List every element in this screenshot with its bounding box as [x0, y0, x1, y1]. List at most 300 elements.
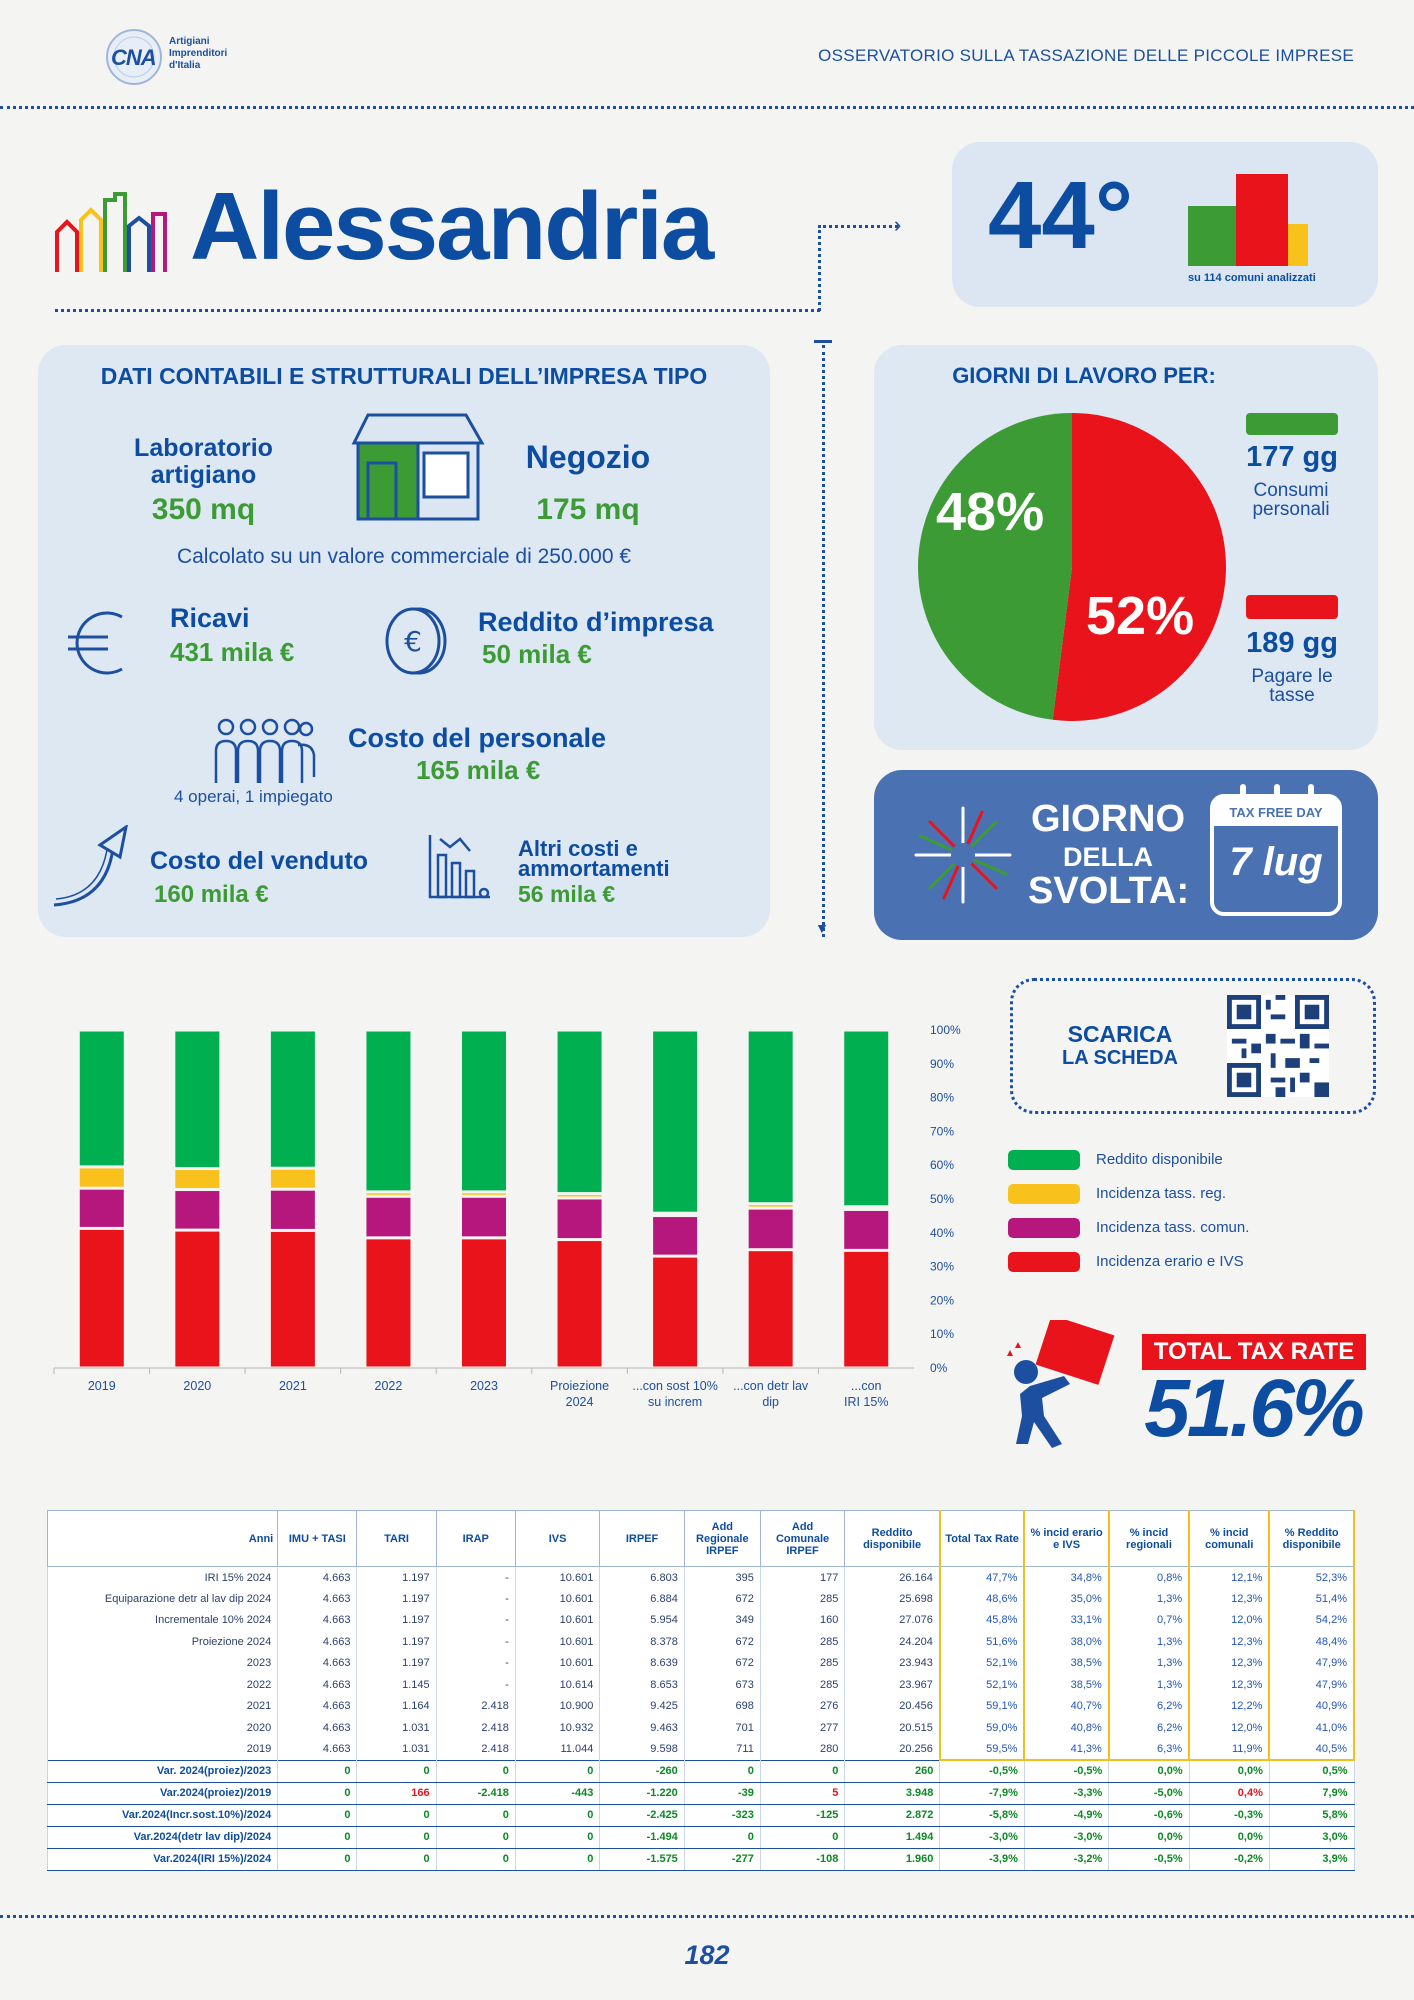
table-cell: 166: [357, 1782, 436, 1804]
workdays-title: GIORNI DI LAVORO PER:: [952, 363, 1216, 388]
table-cell: 277: [760, 1717, 844, 1739]
table-cell: -323: [684, 1804, 760, 1826]
table-cell: 12,3%: [1189, 1588, 1269, 1610]
bar-segment: [558, 1032, 602, 1193]
bar-segment: [271, 1232, 315, 1367]
cogs-arrow-icon: [50, 825, 140, 909]
legend-swatch: [1008, 1150, 1080, 1170]
table-cell: 10.900: [515, 1696, 599, 1718]
table-cell: 52,1%: [940, 1674, 1024, 1696]
table-cell: 1.197: [357, 1631, 436, 1653]
bar-segment: [366, 1198, 410, 1237]
y-tick-label: 50%: [930, 1192, 955, 1206]
shop-label: Negozio: [525, 439, 651, 475]
table-cell: 0: [515, 1804, 599, 1826]
legend-label: Incidenza erario e IVS: [1096, 1253, 1244, 1270]
table-cell: 59,1%: [940, 1696, 1024, 1718]
table-cell: 4.663: [278, 1653, 357, 1675]
table-cell: -: [436, 1567, 515, 1589]
table-cell: -125: [760, 1804, 844, 1826]
table-cell: 10.932: [515, 1717, 599, 1739]
x-tick-label: ...con detr lav dip: [733, 1379, 809, 1409]
table-cell: 38,0%: [1024, 1631, 1108, 1653]
shop-building-icon: [346, 413, 488, 521]
legend-item: [1008, 1250, 1368, 1274]
table-cell: 12,2%: [1189, 1696, 1269, 1718]
divider-cap-top: [814, 340, 832, 343]
revenue-label: Ricavi: [170, 603, 250, 633]
table-cell: 0: [357, 1804, 436, 1826]
staff-value: 165 mila €: [416, 755, 541, 785]
fireworks-icon: [908, 800, 1018, 910]
table-cell: Var.2024(detr lav dip)/2024: [48, 1826, 278, 1848]
euro-coin-icon: [383, 605, 449, 677]
table-cell: 5: [760, 1782, 844, 1804]
table-cell: -3,3%: [1024, 1782, 1108, 1804]
table-header-cell: TARI: [357, 1511, 436, 1567]
table-cell: 672: [684, 1631, 760, 1653]
table-cell: -2.418: [436, 1782, 515, 1804]
ranking-panel: [952, 142, 1378, 307]
chart-legend: [1008, 1148, 1368, 1288]
legend-item: [1008, 1216, 1368, 1240]
table-cell: 701: [684, 1717, 760, 1739]
table-cell: -2.425: [600, 1804, 684, 1826]
other-costs-value: 56 mila €: [518, 881, 616, 907]
city-underline: [55, 309, 820, 312]
tax-free-calendar: [1210, 794, 1342, 916]
bar-segment: [271, 1032, 315, 1167]
table-cell: 1.197: [357, 1653, 436, 1675]
bar-segment: [844, 1252, 888, 1367]
table-cell: 1,3%: [1109, 1653, 1189, 1675]
table-cell: 0,0%: [1189, 1826, 1269, 1848]
value-note: Calcolato su un valore commerciale di 250.000 €: [176, 545, 632, 568]
table-cell: 0: [684, 1826, 760, 1848]
table-cell: 0,0%: [1109, 1826, 1189, 1848]
table-cell: 2.418: [436, 1717, 515, 1739]
euro-icon: [64, 607, 134, 679]
y-tick-label: 0%: [930, 1361, 948, 1375]
table-row: [48, 1739, 1355, 1761]
table-cell: 1.494: [845, 1826, 940, 1848]
x-tick-label: ...con IRI 15%: [843, 1379, 889, 1409]
bar-segment: [175, 1191, 219, 1229]
divider-arrow-icon: ▼: [815, 920, 829, 936]
table-cell: 349: [684, 1610, 760, 1632]
logo-caption: Artigiani Imprenditori d'Italia: [169, 36, 228, 71]
x-tick-label: 2019: [87, 1379, 116, 1393]
table-cell: 6.884: [600, 1588, 684, 1610]
calendar-ring-left: [1240, 784, 1246, 804]
table-cell: -: [436, 1653, 515, 1675]
table-header-cell: % incid regionali: [1109, 1511, 1189, 1567]
x-tick-label: 2023: [470, 1379, 498, 1393]
table-variation-row: [48, 1826, 1355, 1848]
bar-segment: [462, 1198, 506, 1237]
table-cell: 41,3%: [1024, 1739, 1108, 1761]
table-cell: 276: [760, 1696, 844, 1718]
bar-segment: [366, 1239, 410, 1366]
table-cell: 2.418: [436, 1696, 515, 1718]
table-cell: -3,2%: [1024, 1848, 1108, 1870]
table-header-cell: Add Regionale IRPEF: [684, 1511, 760, 1567]
table-cell: 1.197: [357, 1588, 436, 1610]
table-cell: 47,9%: [1269, 1653, 1354, 1675]
table-cell: 0: [357, 1848, 436, 1870]
table-cell: 2.872: [845, 1804, 940, 1826]
table-cell: -0,6%: [1109, 1804, 1189, 1826]
table-cell: 0: [278, 1826, 357, 1848]
table-header-cell: IRAP: [436, 1511, 515, 1567]
x-tick-label: 2020: [183, 1379, 212, 1393]
table-cell: 0: [436, 1848, 515, 1870]
bar-segment: [80, 1032, 124, 1166]
taxfree-line1: GIORNO: [1030, 798, 1186, 840]
bar-segment: [558, 1199, 602, 1238]
table-cell: -5,8%: [940, 1804, 1024, 1826]
table-cell: 0: [436, 1804, 515, 1826]
table-variation-row: [48, 1760, 1355, 1782]
y-tick-label: 40%: [930, 1225, 955, 1240]
table-cell: 3.948: [845, 1782, 940, 1804]
table-cell: 51,6%: [940, 1631, 1024, 1653]
staff-note: 4 operai, 1 impiegato: [174, 787, 333, 806]
table-variation-row: [48, 1782, 1355, 1804]
observatory-title: OSSERVATORIO SULLA TASSAZIONE DELLE PICCOLE IMPRESE: [818, 46, 1354, 65]
taxfree-line3: SVOLTA:: [1028, 870, 1190, 912]
table-cell: 0,0%: [1109, 1760, 1189, 1782]
table-cell: Var.2024(proiez)/2019: [48, 1782, 278, 1804]
table-cell: 10.614: [515, 1674, 599, 1696]
table-header-cell: Anni: [48, 1511, 278, 1567]
legend-label: Reddito disponibile: [1096, 1151, 1223, 1168]
red-swatch: [1246, 595, 1338, 619]
table-cell: -0,5%: [1024, 1760, 1108, 1782]
table-cell: 395: [684, 1567, 760, 1589]
table-cell: -3,9%: [940, 1848, 1024, 1870]
table-cell: -5,0%: [1109, 1782, 1189, 1804]
staff-label: Costo del personale: [348, 723, 607, 753]
table-cell: 6,2%: [1109, 1696, 1189, 1718]
income-label: Reddito d’impresa: [478, 607, 714, 637]
table-cell: 1.960: [845, 1848, 940, 1870]
table-cell: 0: [278, 1760, 357, 1782]
table-cell: -4,9%: [1024, 1804, 1108, 1826]
table-cell: 0: [436, 1760, 515, 1782]
connector-arrow-icon: ›: [894, 212, 902, 237]
table-cell: Incrementale 10% 2024: [48, 1610, 278, 1632]
table-cell: 260: [845, 1760, 940, 1782]
table-row: [48, 1696, 1355, 1718]
table-cell: 38,5%: [1024, 1674, 1108, 1696]
table-cell: -0,3%: [1189, 1804, 1269, 1826]
table-header-cell: % incid comunali: [1189, 1511, 1269, 1567]
table-header-cell: Add Comunale IRPEF: [760, 1511, 844, 1567]
table-cell: 2023: [48, 1653, 278, 1675]
table-cell: -0,5%: [1109, 1848, 1189, 1870]
table-cell: -1.494: [600, 1826, 684, 1848]
footer-divider: [0, 1915, 1414, 1918]
green-days: 177 gg: [1246, 441, 1338, 473]
income-value: 50 mila €: [482, 639, 592, 669]
y-tick-label: 30%: [930, 1259, 955, 1274]
total-tax-label: TOTAL TAX RATE: [1142, 1334, 1366, 1370]
table-cell: 672: [684, 1588, 760, 1610]
table-cell: 2022: [48, 1674, 278, 1696]
total-tax-value: 51.6%: [1144, 1363, 1362, 1454]
table-cell: 0,5%: [1269, 1760, 1354, 1782]
shop-size: 175 mq: [536, 493, 640, 526]
bar-segment: [749, 1032, 793, 1203]
table-cell: 51,4%: [1269, 1588, 1354, 1610]
table-cell: 24.204: [845, 1631, 940, 1653]
table-cell: 2020: [48, 1717, 278, 1739]
ranking-position: 44°: [988, 162, 1134, 269]
cna-logo: [105, 28, 245, 86]
table-cell: 1.197: [357, 1567, 436, 1589]
other-costs-chart-icon: [426, 833, 492, 903]
y-tick-label: 70%: [930, 1124, 955, 1139]
y-tick-label: 20%: [930, 1293, 955, 1308]
bar-segment: [175, 1232, 219, 1367]
table-cell: 1.197: [357, 1610, 436, 1632]
table-cell: -1.220: [600, 1782, 684, 1804]
city-skyline-icon: [53, 192, 169, 274]
table-cell: 7,9%: [1269, 1782, 1354, 1804]
table-header-cell: % incid erario e IVS: [1024, 1511, 1108, 1567]
x-tick-label: ...con sost 10% su increm: [632, 1379, 718, 1409]
table-row: [48, 1653, 1355, 1675]
table-cell: 0,7%: [1109, 1610, 1189, 1632]
bar-segment: [749, 1205, 793, 1206]
table-cell: 0: [760, 1760, 844, 1782]
table-cell: Var.2024(Incr.sost.10%)/2024: [48, 1804, 278, 1826]
table-cell: -7,9%: [940, 1782, 1024, 1804]
table-cell: 12,0%: [1189, 1717, 1269, 1739]
red-days: 189 gg: [1246, 627, 1338, 659]
table-cell: 23.967: [845, 1674, 940, 1696]
bar-segment: [80, 1230, 124, 1367]
table-cell: -1.575: [600, 1848, 684, 1870]
table-cell: 1.031: [357, 1717, 436, 1739]
y-tick-label: 80%: [930, 1090, 955, 1105]
table-cell: 0: [760, 1826, 844, 1848]
table-row: [48, 1631, 1355, 1653]
connector-v: [818, 225, 821, 311]
table-cell: 10.601: [515, 1653, 599, 1675]
bar-segment: [558, 1241, 602, 1366]
table-cell: 59,0%: [940, 1717, 1024, 1739]
table-cell: 8.378: [600, 1631, 684, 1653]
city-name: Alessandria: [190, 173, 713, 280]
table-cell: 48,4%: [1269, 1631, 1354, 1653]
table-cell: 1.164: [357, 1696, 436, 1718]
bar-segment: [749, 1251, 793, 1366]
table-cell: 4.663: [278, 1631, 357, 1653]
table-cell: 177: [760, 1567, 844, 1589]
table-row: [48, 1674, 1355, 1696]
table-cell: 12,3%: [1189, 1631, 1269, 1653]
cogs-value: 160 mila €: [154, 881, 269, 908]
legend-swatch: [1008, 1252, 1080, 1272]
table-header-cell: % Reddito disponibile: [1269, 1511, 1354, 1567]
table-cell: 47,9%: [1269, 1674, 1354, 1696]
legend-swatch: [1008, 1184, 1080, 1204]
table-cell: -3,0%: [1024, 1826, 1108, 1848]
table-header-cell: Total Tax Rate: [940, 1511, 1024, 1567]
table-cell: 3,9%: [1269, 1848, 1354, 1870]
table-cell: 4.663: [278, 1567, 357, 1589]
table-cell: 20.256: [845, 1739, 940, 1761]
table-cell: 25.698: [845, 1588, 940, 1610]
taxfree-panel: [874, 770, 1378, 940]
table-cell: 11.044: [515, 1739, 599, 1761]
table-cell: 1,3%: [1109, 1588, 1189, 1610]
calendar-title: TAX FREE DAY: [1229, 805, 1323, 820]
table-cell: 1.145: [357, 1674, 436, 1696]
table-cell: -0,2%: [1189, 1848, 1269, 1870]
qr-code-icon[interactable]: [1227, 995, 1329, 1097]
legend-swatch: [1008, 1218, 1080, 1238]
logo-text: CNA: [111, 45, 156, 70]
y-tick-label: 90%: [930, 1056, 955, 1071]
table-cell: -: [436, 1588, 515, 1610]
bar-segment: [271, 1170, 315, 1188]
table-cell: -: [436, 1631, 515, 1653]
bar-segment: [749, 1210, 793, 1249]
table-cell: 59,5%: [940, 1739, 1024, 1761]
table-cell: IRI 15% 2024: [48, 1567, 278, 1589]
tax-data-table: [47, 1510, 1355, 1871]
table-header-cell: IMU + TASI: [278, 1511, 357, 1567]
bar-segment: [366, 1193, 410, 1194]
y-tick-label: 10%: [930, 1327, 955, 1342]
table-cell: 52,1%: [940, 1653, 1024, 1675]
pie-slice-green: [918, 413, 1072, 720]
bar-segment: [844, 1211, 888, 1249]
table-cell: 9.425: [600, 1696, 684, 1718]
table-cell: 8.653: [600, 1674, 684, 1696]
y-tick-label: 100%: [930, 1023, 961, 1037]
pie-slice-red: [1053, 413, 1226, 721]
table-cell: 6,3%: [1109, 1739, 1189, 1761]
legend-label: Incidenza tass. comun.: [1096, 1219, 1250, 1236]
green-pct: 48%: [936, 482, 1045, 542]
table-cell: 38,5%: [1024, 1653, 1108, 1675]
table-cell: 5,8%: [1269, 1804, 1354, 1826]
table-cell: 27.076: [845, 1610, 940, 1632]
table-cell: 4.663: [278, 1739, 357, 1761]
download-line2: LA SCHEDA: [1062, 1047, 1178, 1069]
svg-text:€: €: [404, 625, 422, 658]
column-divider: [822, 345, 825, 937]
table-cell: 23.943: [845, 1653, 940, 1675]
table-cell: -260: [600, 1760, 684, 1782]
lab-size: 350 mq: [151, 493, 256, 526]
table-cell: 20.515: [845, 1717, 940, 1739]
bar-segment: [175, 1170, 219, 1188]
table-cell: 40,5%: [1269, 1739, 1354, 1761]
table-cell: 698: [684, 1696, 760, 1718]
table-cell: -39: [684, 1782, 760, 1804]
table-cell: -443: [515, 1782, 599, 1804]
table-cell: 48,6%: [940, 1588, 1024, 1610]
bar-segment: [462, 1032, 506, 1191]
bar-segment: [175, 1032, 219, 1168]
table-header-cell: IVS: [515, 1511, 599, 1567]
table-cell: 1,3%: [1109, 1631, 1189, 1653]
calendar-ring-mid: [1274, 784, 1280, 804]
bar-segment: [844, 1032, 888, 1206]
bar-segment: [366, 1032, 410, 1191]
table-cell: 2021: [48, 1696, 278, 1718]
table-cell: -: [436, 1674, 515, 1696]
table-cell: 9.598: [600, 1739, 684, 1761]
page-number: 182: [684, 1940, 730, 1970]
table-cell: 4.663: [278, 1696, 357, 1718]
table-cell: 3,0%: [1269, 1826, 1354, 1848]
table-cell: 0: [684, 1760, 760, 1782]
table-cell: 47,7%: [940, 1567, 1024, 1589]
table-cell: 40,8%: [1024, 1717, 1108, 1739]
table-cell: 40,9%: [1269, 1696, 1354, 1718]
taxfree-line2: DELLA: [1063, 842, 1153, 872]
calendar-ring-right: [1308, 784, 1314, 804]
header-divider: [0, 106, 1414, 109]
x-tick-label: 2021: [278, 1379, 307, 1393]
table-cell: 0: [515, 1760, 599, 1782]
table-cell: 1,3%: [1109, 1674, 1189, 1696]
table-cell: 4.663: [278, 1588, 357, 1610]
table-cell: 8.639: [600, 1653, 684, 1675]
table-cell: 160: [760, 1610, 844, 1632]
red-label: Pagare le tasse: [1251, 666, 1333, 706]
ranking-bars-icon: [1188, 174, 1308, 266]
table-cell: 1.031: [357, 1739, 436, 1761]
table-cell: 285: [760, 1653, 844, 1675]
bar-segment: [558, 1195, 602, 1196]
table-cell: 0,0%: [1189, 1760, 1269, 1782]
table-cell: 4.663: [278, 1610, 357, 1632]
table-cell: 10.601: [515, 1610, 599, 1632]
table-cell: 35,0%: [1024, 1588, 1108, 1610]
table-cell: 12,0%: [1189, 1610, 1269, 1632]
green-swatch: [1246, 413, 1338, 435]
legend-label: Incidenza tass. reg.: [1096, 1185, 1227, 1202]
table-cell: 0: [278, 1804, 357, 1826]
table-cell: -277: [684, 1848, 760, 1870]
workdays-pie: [916, 411, 1228, 723]
table-cell: 2019: [48, 1739, 278, 1761]
connector-h: [818, 225, 898, 228]
x-tick-label: Proiezione 2024: [550, 1379, 610, 1409]
table-cell: 41,0%: [1269, 1717, 1354, 1739]
table-cell: 20.456: [845, 1696, 940, 1718]
cogs-label: Costo del venduto: [150, 847, 369, 875]
download-box[interactable]: [1010, 978, 1376, 1114]
table-cell: 10.601: [515, 1588, 599, 1610]
table-cell: -108: [760, 1848, 844, 1870]
table-cell: 0: [357, 1760, 436, 1782]
table-cell: 5.954: [600, 1610, 684, 1632]
table-cell: Equiparazione detr al lav dip 2024: [48, 1588, 278, 1610]
other-costs-label: Altri costi e ammortamenti: [518, 836, 670, 881]
company-title: DATI CONTABILI E STRUTTURALI DELL’IMPRESA TIPO: [100, 363, 708, 389]
table-cell: 9.463: [600, 1717, 684, 1739]
tax-burden-person-icon: [1000, 1320, 1120, 1450]
table-cell: 12,1%: [1189, 1567, 1269, 1589]
